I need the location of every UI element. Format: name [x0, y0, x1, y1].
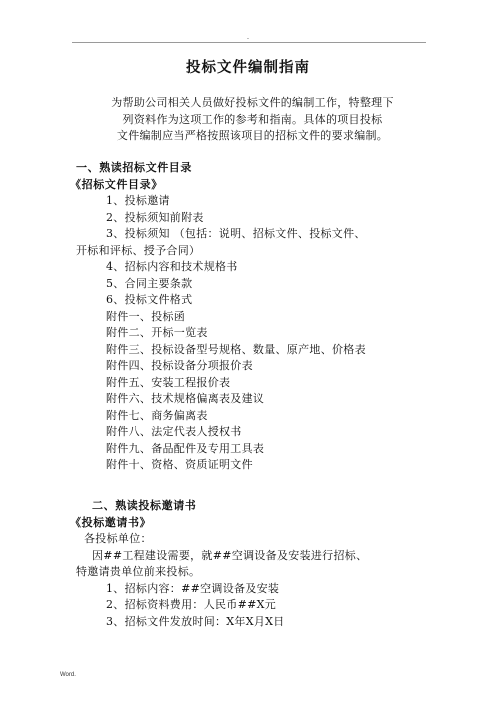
list-item: 附件六、技术规格偏离表及建议 — [106, 392, 265, 405]
intro-line: 列资料作为这项工作的参考和指南。具体的项目投标 — [122, 112, 383, 126]
section-2 — [70, 498, 426, 630]
intro-paragraph — [80, 95, 425, 145]
list-item: 附件五、安装工程报价表 — [106, 375, 231, 389]
list-item: 3、投标须知 （包括：说明、招标文件、投标文件、 — [106, 227, 366, 240]
list-item: 附件九、备品配件及专用工具表 — [106, 441, 265, 455]
paragraph-line: 特邀请贵单位前来投标。 — [76, 565, 201, 578]
intro-line: 为帮助公司相关人员做好投标文件的编制工作，特整理下 — [111, 96, 394, 109]
section-2-subheading: 《投标邀请书》 — [70, 515, 152, 529]
list-item: 附件一、投标函 — [106, 309, 186, 323]
list-item: 附件四、投标设备分项报价表 — [106, 359, 253, 372]
section-2-heading: 二、熟读投标邀请书 — [92, 499, 197, 512]
document-title: 投标文件编制指南 — [186, 59, 310, 76]
list-item: 4、招标内容和技术规格书 — [106, 260, 238, 273]
footer-mark: Word. — [60, 672, 76, 678]
header-mark: . — [246, 33, 250, 41]
list-item: 3、招标文件发放时间：X年X月X日 — [106, 614, 285, 628]
section-1 — [70, 160, 426, 474]
list-item: 开标和评标、授予合同） — [76, 243, 201, 257]
list-item: 5、合同主要条款 — [106, 276, 193, 290]
section-1-heading: 一、熟读招标文件目录 — [76, 161, 192, 174]
list-item: 附件二、开标一览表 — [106, 326, 208, 339]
list-item: 附件八、法定代表人授权书 — [106, 425, 242, 438]
list-item: 1、投标邀请 — [106, 194, 170, 207]
list-item: 2、投标须知前附表 — [106, 210, 204, 224]
list-item: 附件十、资格、资质证明文件 — [106, 458, 253, 471]
list-item: 附件七、商务偏离表 — [106, 408, 208, 422]
list-item: 6、投标文件格式 — [106, 293, 193, 306]
paragraph-line: 因##工程建设需要，就##空调设备及安装进行招标、 — [92, 548, 368, 562]
salutation: 各投标单位： — [84, 532, 152, 545]
section-1-subheading: 《招标文件目录》 — [70, 177, 163, 191]
list-item: 附件三、投标设备型号规格、数量、原产地、价格表 — [106, 342, 366, 356]
list-item: 1、招标内容：##空调设备及安装 — [106, 581, 280, 595]
header-rule — [72, 42, 426, 43]
intro-line: 文件编制应当严格按照该项目的招标文件的要求编制。 — [116, 129, 389, 142]
list-item: 2、招标资料费用：人民币##X元 — [106, 598, 277, 611]
